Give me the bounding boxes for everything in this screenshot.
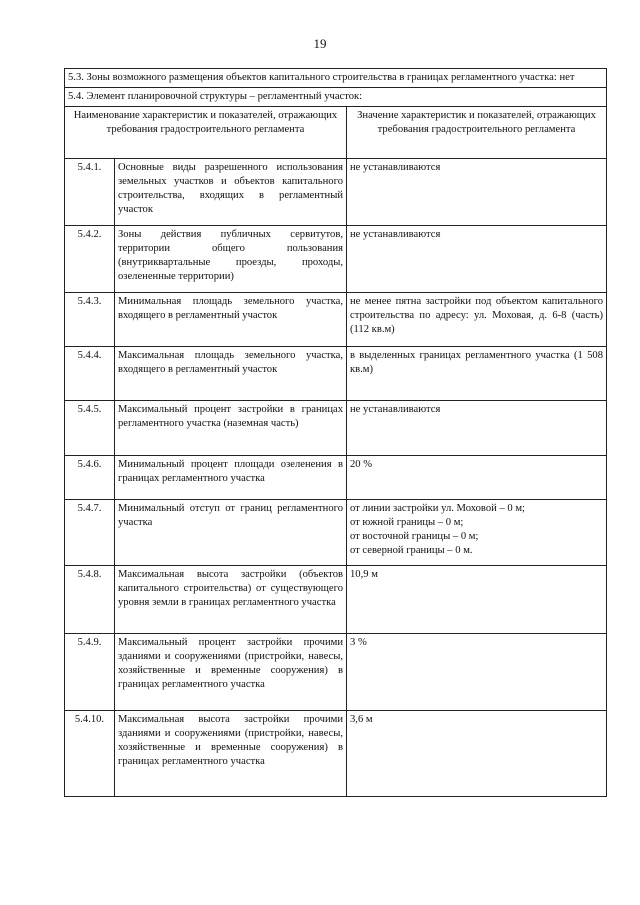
characteristic-name: Зоны действия публичных сервитутов, территории общего пользования (внутриквартальные проезды, проходы, озелененные территории) [115,225,347,292]
column-header-row [65,106,607,158]
characteristic-name: Максимальный процент застройки в границах регламентного участка (наземная часть) [115,400,347,455]
section-54-text: 5.4. Элемент планировочной структуры – регламентный участок: [65,87,607,106]
table-row [65,710,607,796]
characteristic-name: Максимальная высота застройки прочими зданиями и сооружениями (пристройки, навесы, хозяйственные и временные сооружения) в границах регламентного участка [115,710,347,796]
characteristic-value [347,400,607,455]
characteristic-value [347,292,607,346]
table-row [65,158,607,225]
value-line: не устанавливаются [350,403,441,415]
table-row [65,292,607,346]
characteristic-name: Минимальная площадь земельного участка, входящего в регламентный участок [115,292,347,346]
row-number: 5.4.8. [65,565,115,633]
header-value: Значение характеристик и показателей, отражающих требования градостроительного регламента [347,106,607,158]
value-line: от линии застройки ул. Моховой – 0 м; [350,502,525,514]
characteristic-name: Максимальный процент застройки прочими зданиями и сооружениями (пристройки, навесы, хозяйственные и временные сооружения) в границах регламентного участка [115,633,347,710]
row-number: 5.4.3. [65,292,115,346]
row-number: 5.4.10. [65,710,115,796]
table-row [65,499,607,565]
table-row [65,400,607,455]
section-54-row [65,87,607,106]
value-line: 10,9 м [350,568,378,580]
table-row [65,455,607,499]
header-name: Наименование характеристик и показателей, отражающих требования градостроительного регламента [65,106,347,158]
row-number: 5.4.9. [65,633,115,710]
characteristic-value [347,565,607,633]
value-line: не менее пятна застройки под объектом капитального строительства по адресу: ул. Моховая, д. 6-8 (часть) (112 кв.м) [350,295,604,335]
value-line: в выделенных границах регламентного участка (1 508 кв.м) [350,349,604,375]
row-number: 5.4.1. [65,158,115,225]
section-53-row [65,69,607,88]
characteristic-name: Минимальный отступ от границ регламентного участка [115,499,347,565]
page-number: 19 [313,36,327,51]
table-row [65,565,607,633]
characteristic-name: Максимальная высота застройки (объектов капитального строительства) от существующего уровня земли в границах регламентного участка [115,565,347,633]
characteristic-value [347,225,607,292]
value-line: от восточной границы – 0 м; [350,530,479,542]
value-line: не устанавливаются [350,161,441,173]
row-number: 5.4.4. [65,346,115,400]
value-line: не устанавливаются [350,228,441,240]
regulation-table-body [65,69,607,797]
characteristic-name: Основные виды разрешенного использования земельных участков и объектов капитального строительства, входящих в регламентный участок [115,158,347,225]
table-row [65,225,607,292]
regulation-table [64,68,607,797]
characteristic-value [347,633,607,710]
value-line: от южной границы – 0 м; [350,516,464,528]
row-number: 5.4.6. [65,455,115,499]
value-line: от северной границы – 0 м. [350,544,473,556]
characteristic-name: Минимальный процент площади озеленения в границах регламентного участка [115,455,347,499]
characteristic-name: Максимальная площадь земельного участка, входящего в регламентный участок [115,346,347,400]
row-number: 5.4.5. [65,400,115,455]
row-number: 5.4.2. [65,225,115,292]
characteristic-value [347,499,607,565]
row-number: 5.4.7. [65,499,115,565]
characteristic-value [347,346,607,400]
table-row [65,633,607,710]
characteristic-value [347,158,607,225]
characteristic-value [347,455,607,499]
value-line: 3,6 м [350,713,373,725]
value-line: 20 % [350,458,373,470]
section-53-text: 5.3. Зоны возможного размещения объектов капитального строительства в границах регламентного участка: нет [65,69,607,88]
value-line: 3 % [350,636,367,648]
characteristic-value [347,710,607,796]
table-row [65,346,607,400]
